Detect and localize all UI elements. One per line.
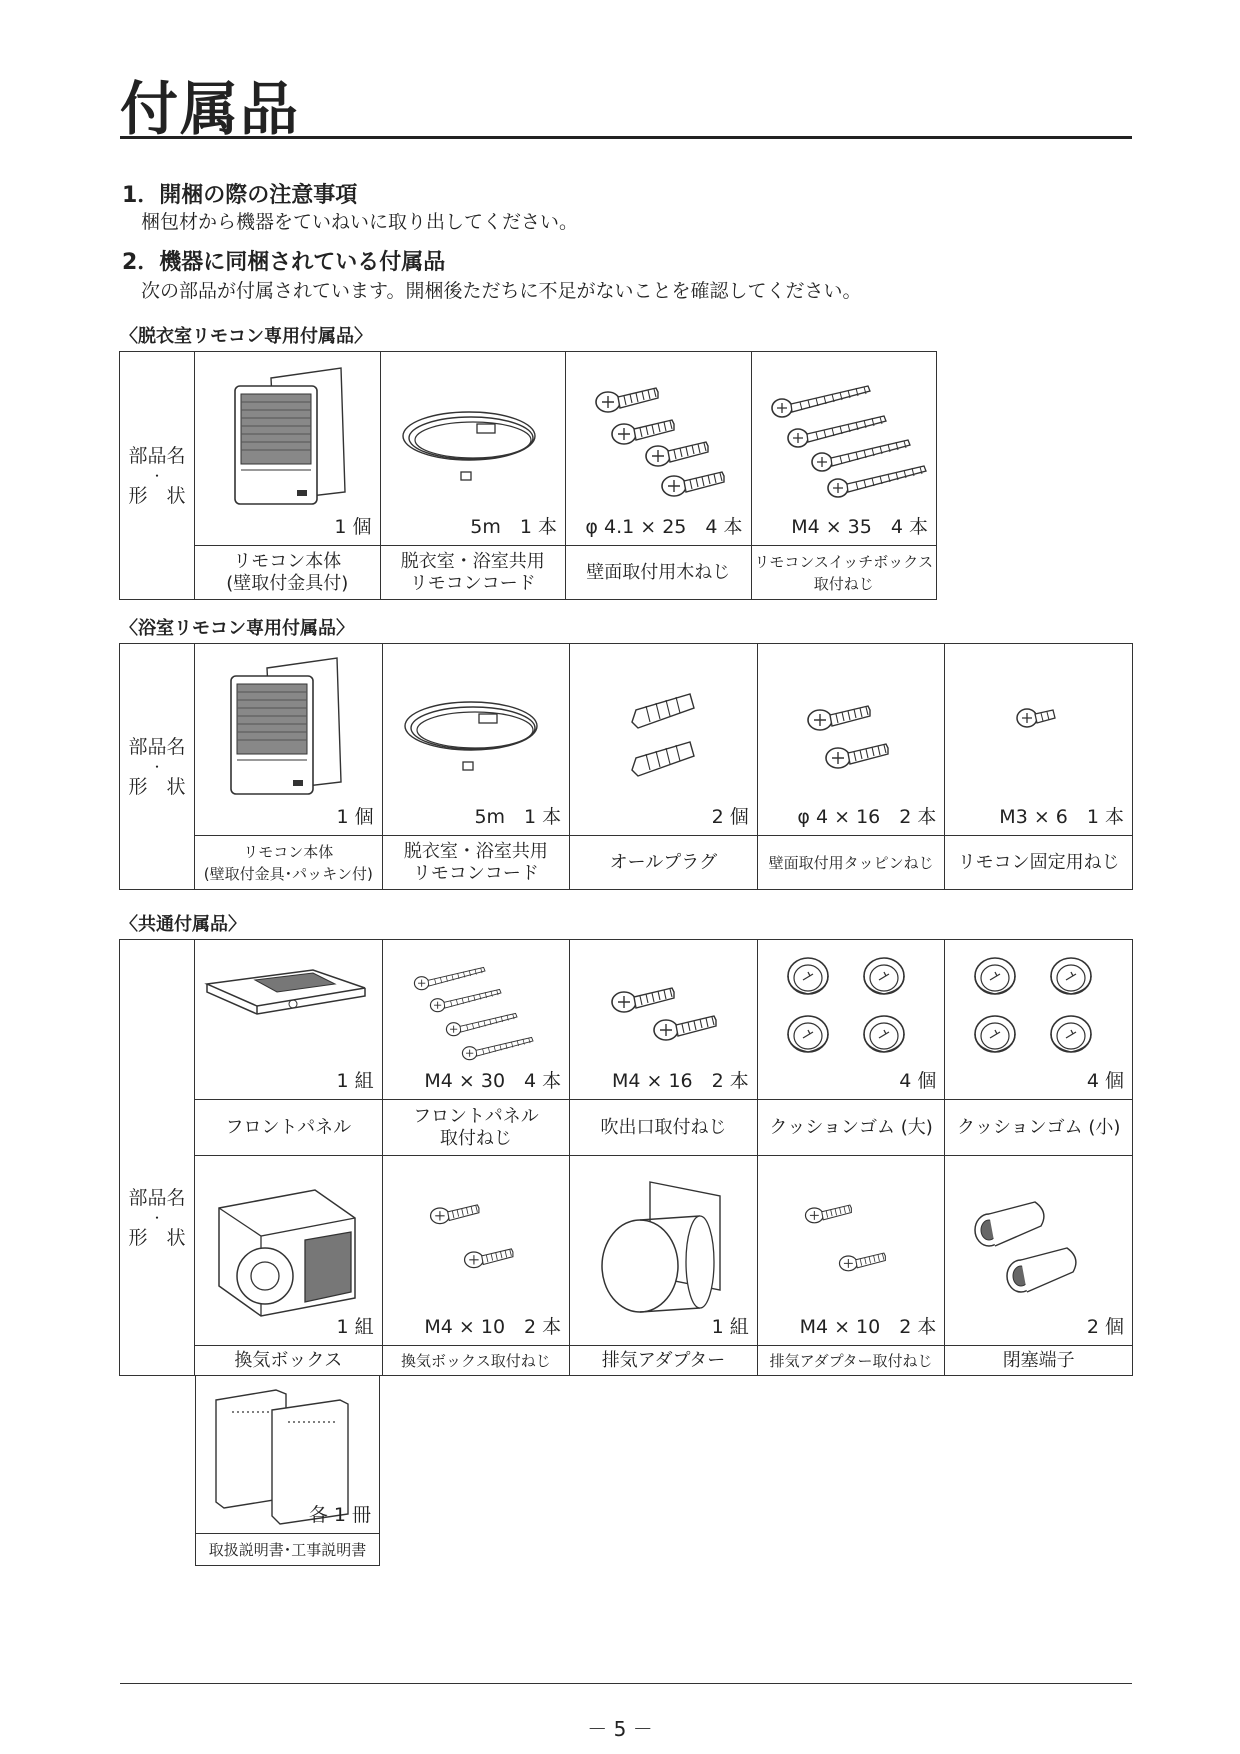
item-name: 換気ボックス取付ねじ [382, 1346, 570, 1376]
page-title: 付属品 [120, 75, 301, 143]
tapping-screw-icon [757, 644, 945, 836]
item-name: リモコンスイッチボックス 取付ねじ [751, 546, 937, 600]
item-name: オールプラグ [570, 836, 758, 890]
item-name: クッションゴム (小) [945, 1100, 1133, 1156]
long-screw-icon [382, 940, 570, 1100]
item-qty: M4 × 30 4 本 [424, 1070, 562, 1092]
group3-title: 〈共通付属品〉 [120, 914, 246, 935]
item-name: 排気アダプター [570, 1346, 758, 1376]
item-name: 換気ボックス [195, 1346, 383, 1376]
group3-table [119, 939, 1133, 1376]
item-name: フロントパネル [195, 1100, 383, 1156]
group1-title: 〈脱衣室リモコン専用付属品〉 [120, 326, 372, 347]
item-qty: M3 × 6 1 本 [999, 806, 1124, 828]
item-qty: φ 4.1 × 25 4 本 [585, 516, 743, 538]
section-2-heading: 2．機器に同梱されている付属品 [122, 250, 446, 275]
manuals-table [195, 1375, 380, 1566]
item-name: リモコン本体 (壁取付金具付) [195, 546, 381, 600]
item-name: 吹出口取付ねじ [570, 1100, 758, 1156]
item-qty: M4 × 10 2 本 [424, 1316, 562, 1338]
item-qty: φ 4 × 16 2 本 [797, 806, 937, 828]
section-2-text: 次の部品が付属されています。開梱後ただちに不足がないことを確認してください。 [141, 280, 862, 302]
item-qty: 1 組 [336, 1316, 374, 1338]
item-qty: 各 1 冊 [308, 1504, 371, 1526]
footer-divider [120, 1683, 1132, 1684]
group2-title: 〈浴室リモコン専用付属品〉 [120, 618, 354, 639]
section-1-text: 梱包材から機器をていねいに取り出してください。 [141, 211, 579, 233]
section-1-heading: 1．開梱の際の注意事項 [122, 183, 358, 208]
item-name: 脱衣室・浴室共用 リモコンコード [382, 836, 570, 890]
page-number: － 5 － [587, 1717, 653, 1741]
cord-icon [380, 352, 566, 546]
exhaust-adapter-icon [570, 1156, 758, 1346]
screw-icon [570, 940, 758, 1100]
long-screw-icon [751, 352, 937, 546]
item-name: 壁面取付用タッピンねじ [757, 836, 945, 890]
item-name: フロントパネル 取付ねじ [382, 1100, 570, 1156]
row-label: 部品名 ・ 形 状 [120, 940, 195, 1376]
item-qty: 5m 1 本 [470, 516, 557, 538]
wood-screw-icon [566, 352, 752, 546]
item-qty: 1 個 [336, 806, 374, 828]
item-qty: 5m 1 本 [474, 806, 562, 828]
item-qty: 1 個 [334, 516, 372, 538]
item-name: 取扱説明書･工事説明書 [196, 1534, 380, 1566]
small-screw-icon [945, 644, 1133, 836]
item-qty: 1 組 [336, 1070, 374, 1092]
manual-booklet-icon [196, 1376, 380, 1534]
item-name: リモコン本体 (壁取付金具･パッキン付) [195, 836, 383, 890]
item-qty: 2 個 [1086, 1316, 1124, 1338]
remote-control-icon [195, 644, 383, 836]
item-qty: M4 × 10 2 本 [799, 1316, 937, 1338]
item-qty: M4 × 16 2 本 [611, 1070, 749, 1092]
cushion-rubber-large-icon [757, 940, 945, 1100]
item-name: 脱衣室・浴室共用 リモコンコード [380, 546, 566, 600]
item-name: クッションゴム (大) [757, 1100, 945, 1156]
cord-icon [382, 644, 570, 836]
front-panel-icon [195, 940, 383, 1100]
row-label: 部品名 ・ 形 状 [120, 352, 195, 600]
item-qty: 2 個 [711, 806, 749, 828]
item-qty: M4 × 35 4 本 [791, 516, 928, 538]
group1-table [119, 351, 937, 600]
short-screw-icon [757, 1156, 945, 1346]
cushion-rubber-small-icon [945, 940, 1133, 1100]
group2-table [119, 643, 1133, 890]
item-name: 閉塞端子 [945, 1346, 1133, 1376]
row-label: 部品名 ・ 形 状 [120, 644, 195, 890]
wall-plug-icon [570, 644, 758, 836]
item-name: 壁面取付用木ねじ [566, 546, 752, 600]
item-qty: 4 個 [1086, 1070, 1124, 1092]
item-qty: 1 組 [711, 1316, 749, 1338]
ventilation-box-icon [195, 1156, 383, 1346]
short-screw-icon [382, 1156, 570, 1346]
item-name: リモコン固定用ねじ [945, 836, 1133, 890]
closed-end-connector-icon [945, 1156, 1133, 1346]
item-qty: 4 個 [899, 1070, 937, 1092]
title-divider [120, 136, 1132, 139]
remote-control-icon [195, 352, 381, 546]
item-name: 排気アダプター取付ねじ [757, 1346, 945, 1376]
